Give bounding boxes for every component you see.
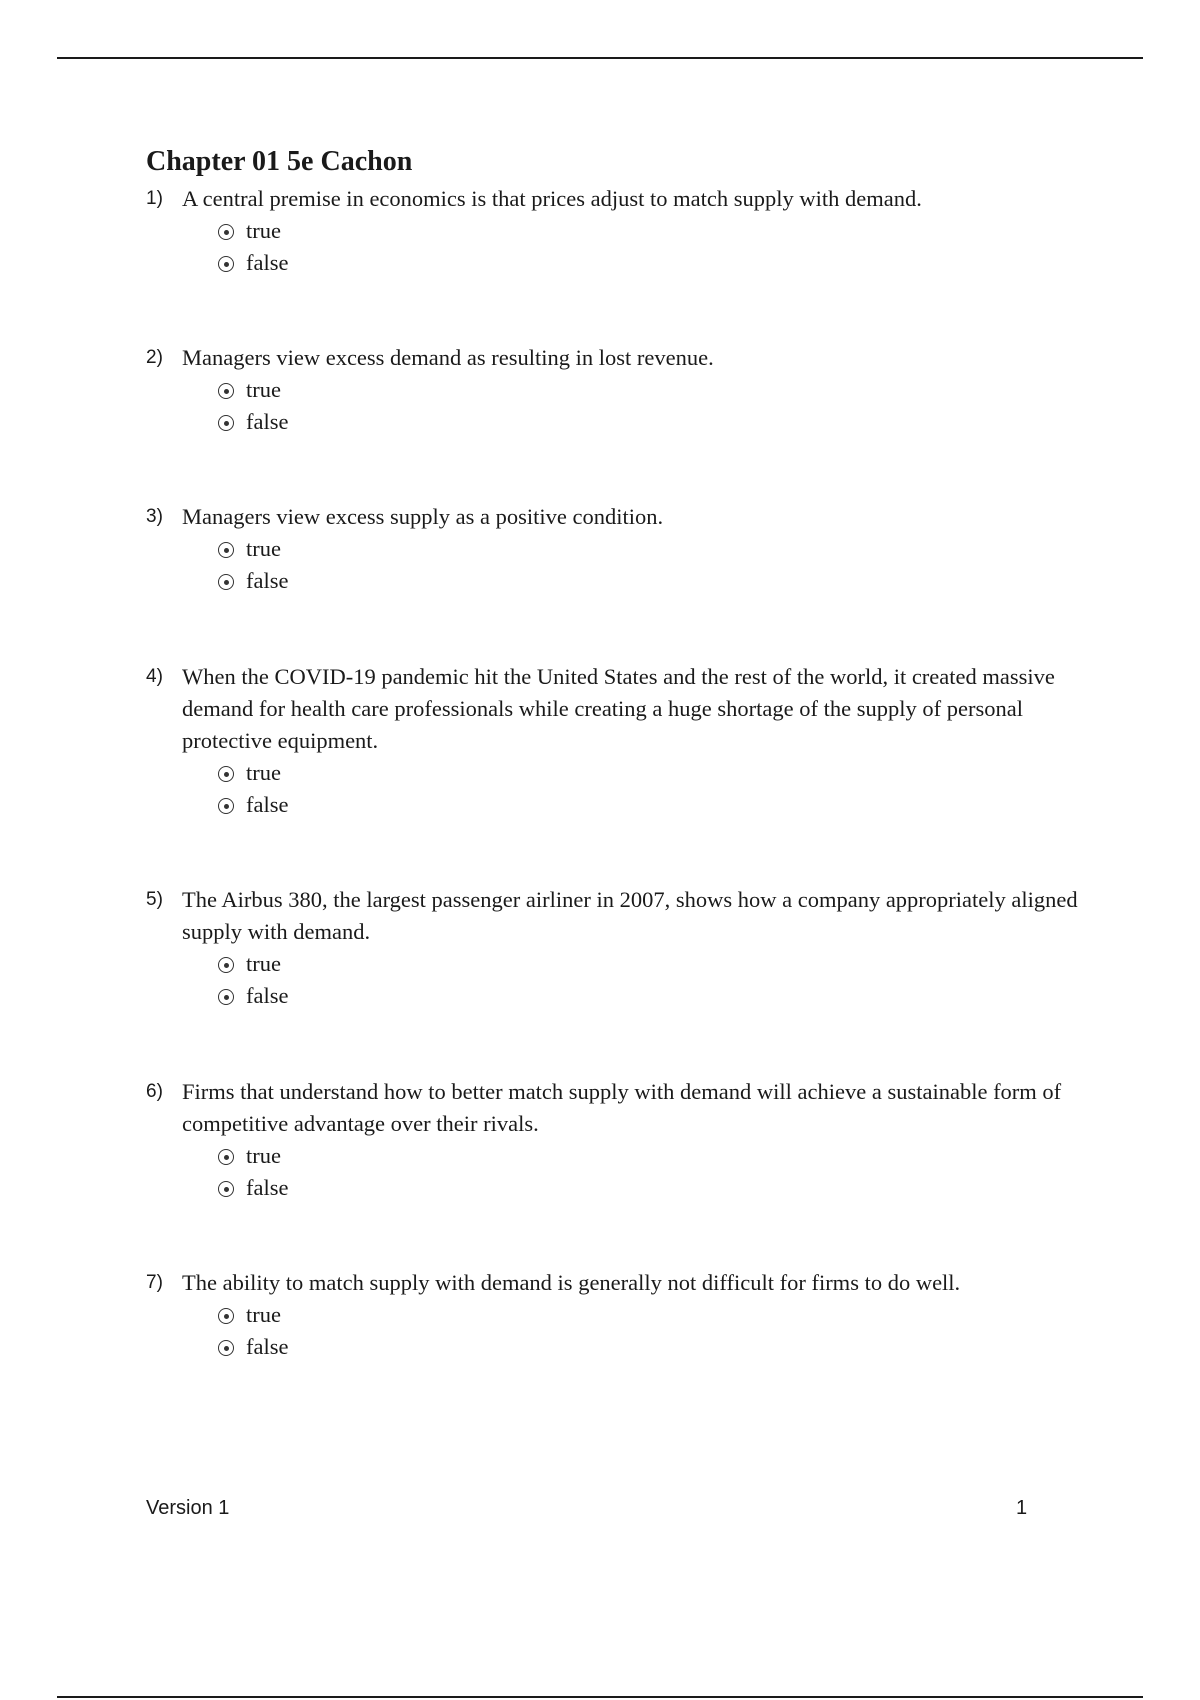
option-label: true: [246, 218, 281, 243]
option-true[interactable]: [218, 374, 1086, 406]
answer-options: [218, 1299, 1086, 1363]
page-title: Chapter 01 5e Cachon: [146, 146, 413, 177]
option-false[interactable]: [218, 980, 1086, 1012]
footer-page-number: 1: [1016, 1497, 1028, 1519]
option-label: false: [246, 792, 289, 817]
option-true[interactable]: [218, 215, 1086, 247]
option-label: false: [246, 250, 289, 275]
question-text: A central premise in economics is that prices adjust to match supply with demand.: [182, 186, 922, 211]
radio-button-icon[interactable]: [218, 1308, 234, 1324]
option-label: true: [246, 536, 281, 561]
radio-button-icon[interactable]: [218, 798, 234, 814]
option-false[interactable]: [218, 1172, 1086, 1204]
answer-options: [218, 948, 1086, 1012]
option-label: true: [246, 760, 281, 785]
option-label: false: [246, 1334, 289, 1359]
radio-button-icon[interactable]: [218, 256, 234, 272]
question-number: 4): [146, 666, 163, 687]
option-label: true: [246, 951, 281, 976]
question-3: [146, 501, 1086, 597]
question-number: 2): [146, 347, 163, 368]
radio-button-icon[interactable]: [218, 574, 234, 590]
footer-version: Version 1: [146, 1497, 230, 1519]
option-false[interactable]: [218, 789, 1086, 821]
option-label: false: [246, 983, 289, 1008]
option-false[interactable]: [218, 247, 1086, 279]
header-rule: [57, 57, 1143, 59]
option-label: false: [246, 1175, 289, 1200]
radio-button-icon[interactable]: [218, 1340, 234, 1356]
option-true[interactable]: [218, 948, 1086, 980]
question-number: 3): [146, 506, 163, 527]
question-1: [146, 183, 1086, 279]
option-label: false: [246, 568, 289, 593]
radio-button-icon[interactable]: [218, 957, 234, 973]
radio-button-icon[interactable]: [218, 415, 234, 431]
question-7: [146, 1267, 1086, 1363]
question-number: 7): [146, 1272, 163, 1293]
radio-button-icon[interactable]: [218, 224, 234, 240]
question-4: [146, 661, 1086, 821]
radio-button-icon[interactable]: [218, 542, 234, 558]
option-label: false: [246, 409, 289, 434]
question-text: The ability to match supply with demand is generally not difficult for firms to do well.: [182, 1270, 961, 1295]
question-2: [146, 342, 1086, 438]
question-text: Managers view excess supply as a positive condition.: [182, 504, 664, 529]
option-true[interactable]: [218, 757, 1086, 789]
radio-button-icon[interactable]: [218, 1149, 234, 1165]
radio-button-icon[interactable]: [218, 766, 234, 782]
question-text: Firms that understand how to better match supply with demand will achieve a sustainable form of competitive advantage over their rivals.: [182, 1079, 1062, 1136]
answer-options: [218, 533, 1086, 597]
option-true[interactable]: [218, 1299, 1086, 1331]
question-number: 6): [146, 1081, 163, 1102]
option-true[interactable]: [218, 533, 1086, 565]
question-text: When the COVID-19 pandemic hit the United States and the rest of the world, it created massive demand for health care professionals while creating a huge shortage of the supply of personal protective equipment.: [182, 664, 1055, 753]
option-label: true: [246, 1302, 281, 1327]
answer-options: [218, 1140, 1086, 1204]
question-5: [146, 884, 1086, 1012]
question-text: Managers view excess demand as resulting in lost revenue.: [182, 345, 714, 370]
answer-options: [218, 215, 1086, 279]
option-false[interactable]: [218, 1331, 1086, 1363]
radio-button-icon[interactable]: [218, 989, 234, 1005]
answer-options: [218, 374, 1086, 438]
radio-button-icon[interactable]: [218, 383, 234, 399]
answer-options: [218, 757, 1086, 821]
option-true[interactable]: [218, 1140, 1086, 1172]
question-number: 1): [146, 188, 163, 209]
option-false[interactable]: [218, 565, 1086, 597]
radio-button-icon[interactable]: [218, 1181, 234, 1197]
option-label: true: [246, 377, 281, 402]
question-6: [146, 1076, 1086, 1204]
footer-rule: [57, 1696, 1143, 1698]
question-text: The Airbus 380, the largest passenger airliner in 2007, shows how a company appropriately aligned supply with demand.: [182, 887, 1078, 944]
option-false[interactable]: [218, 406, 1086, 438]
option-label: true: [246, 1143, 281, 1168]
question-number: 5): [146, 889, 163, 910]
